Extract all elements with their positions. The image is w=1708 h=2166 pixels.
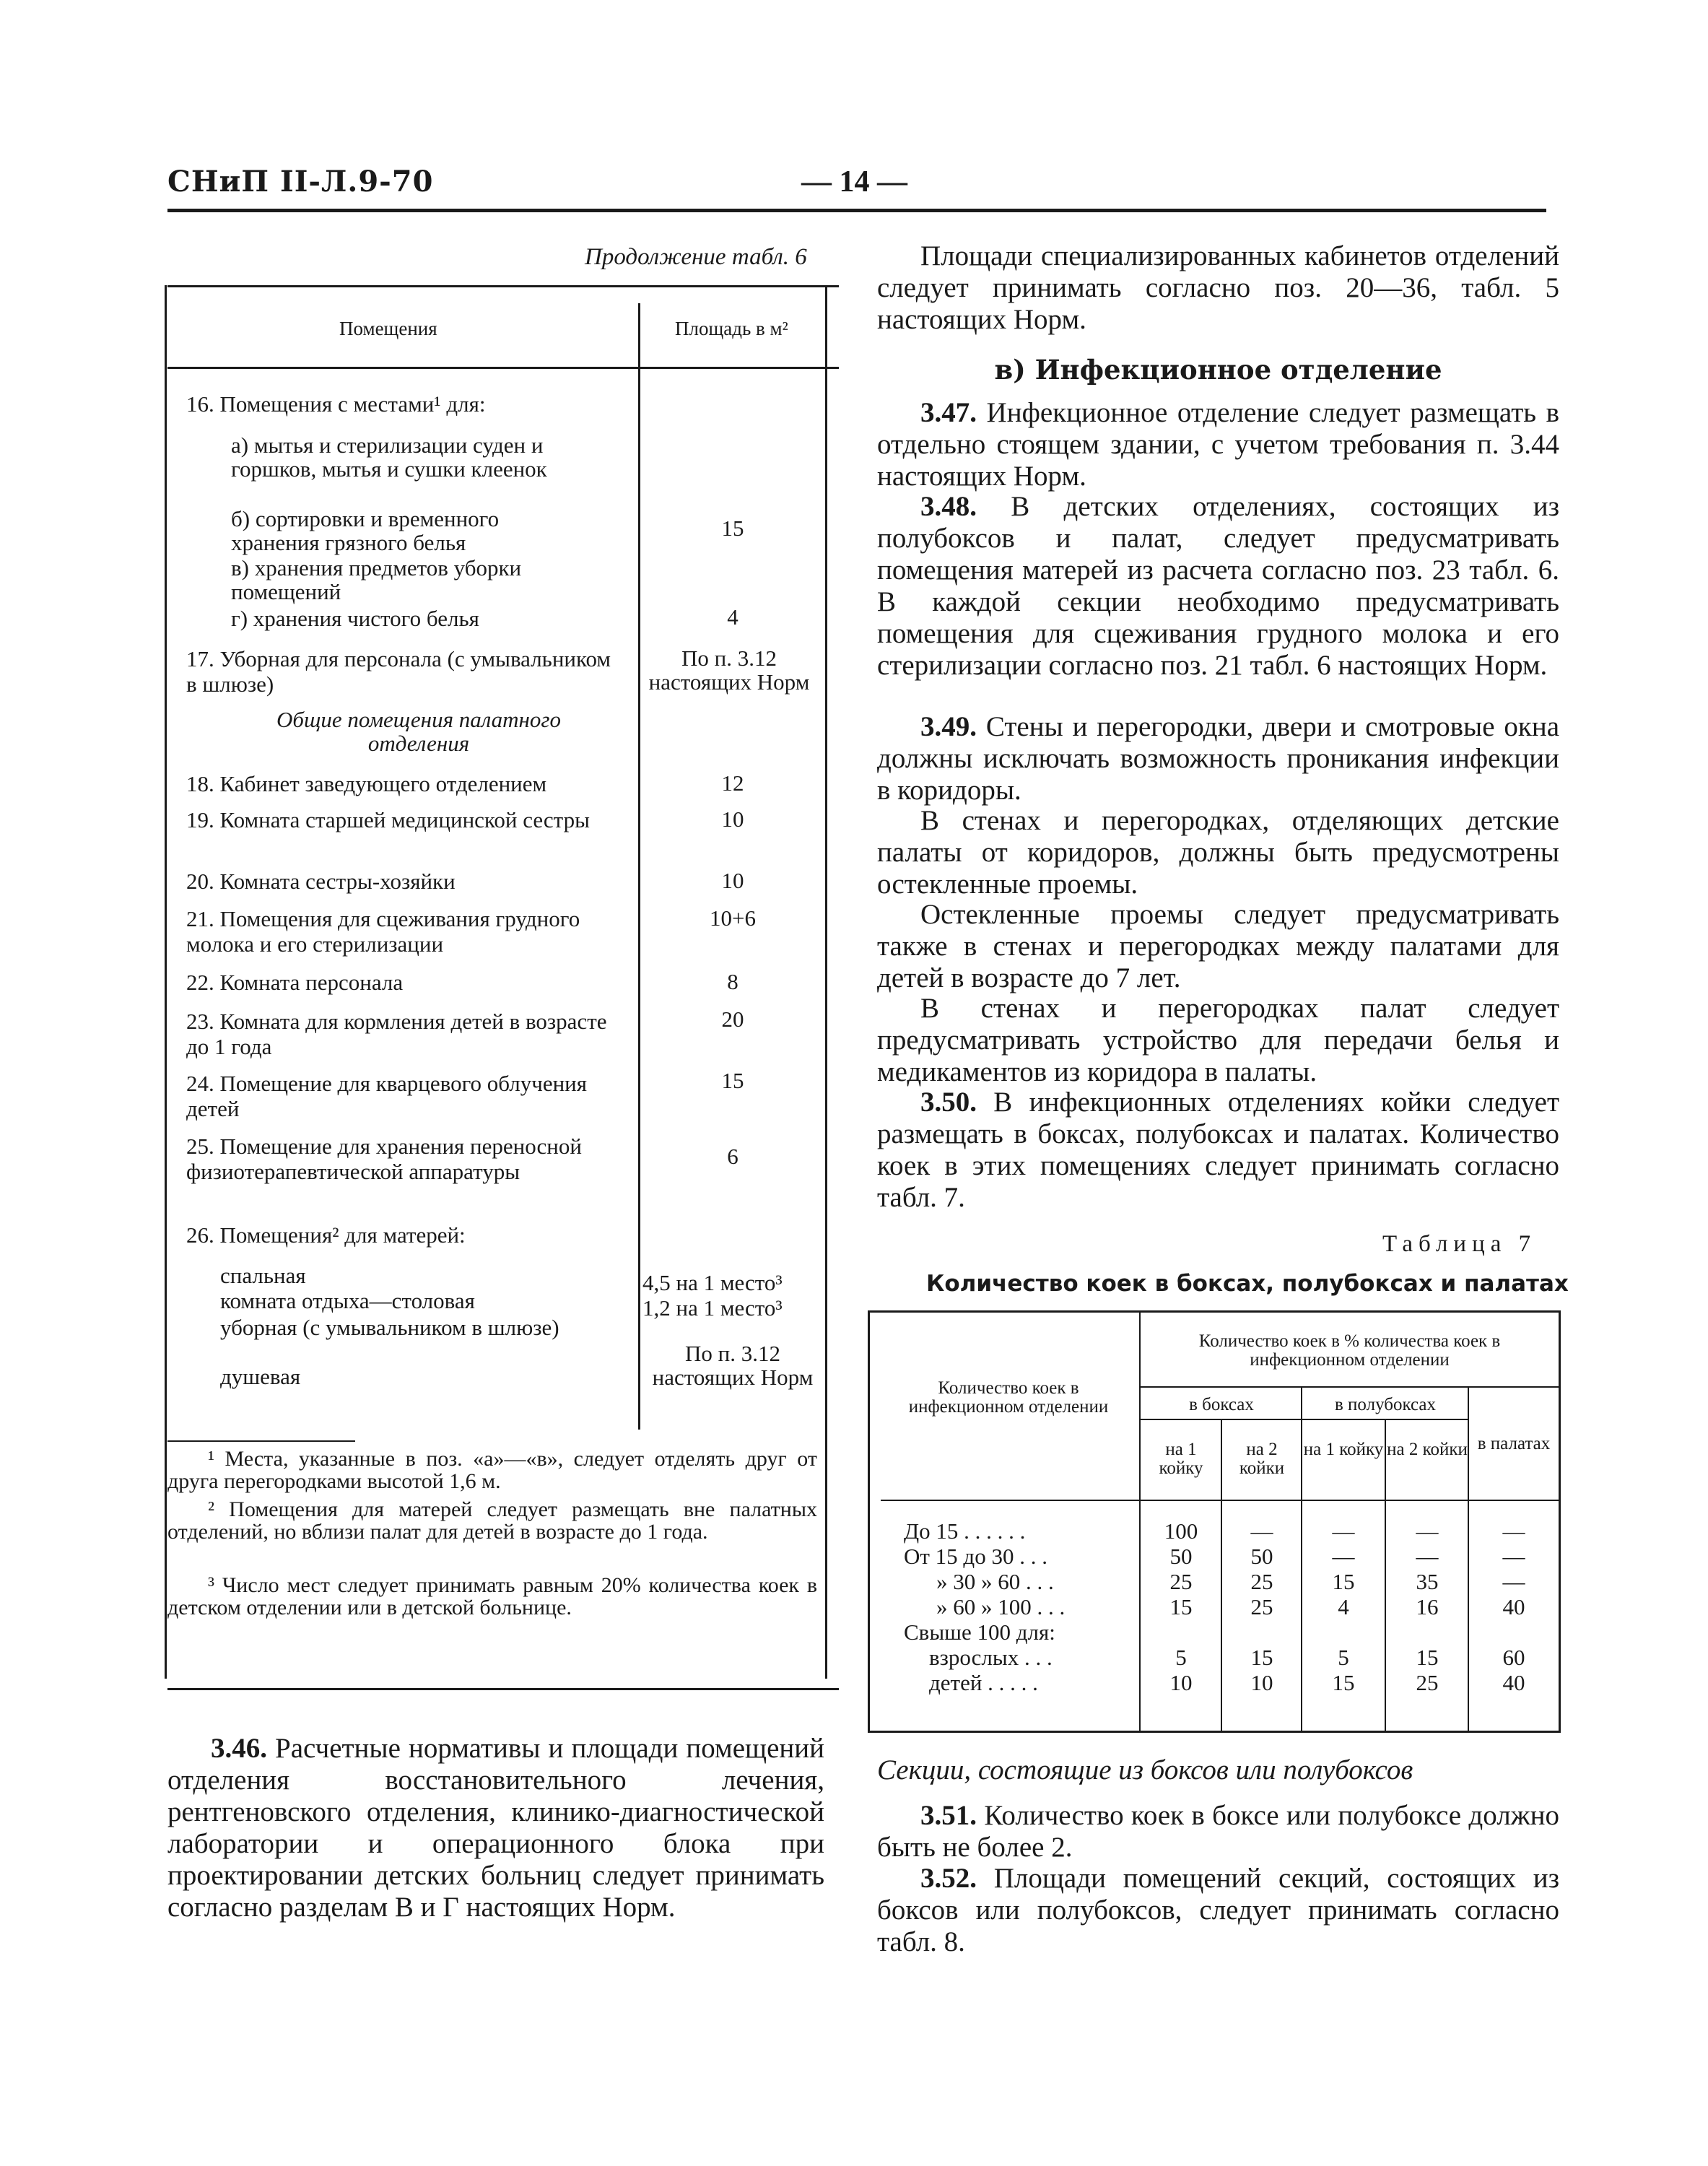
- document-code: СНиП II-Л.9-70: [167, 165, 434, 199]
- table6-row-18: 18. Кабинет заведующего отделением: [186, 771, 547, 796]
- table6-row-16d: г) хранения чистого белья: [231, 606, 479, 631]
- table7-row-label: » 30 » 60 . . .: [936, 1569, 1054, 1594]
- table7-cell: 50: [1169, 1544, 1193, 1569]
- table7-cell: —: [1332, 1544, 1355, 1569]
- table6-top-rule: [167, 285, 839, 287]
- table7-title: Количество коек в боксах, полубоксах и палатах: [926, 1271, 1569, 1297]
- table7-cell: 16: [1416, 1594, 1439, 1619]
- paragraph-3-48: [877, 491, 1559, 682]
- table6-row-19-value: 10: [721, 806, 744, 832]
- table7-cell: 25: [1416, 1670, 1439, 1695]
- table6-header-rule: [167, 367, 839, 369]
- table7-cell: 15: [1332, 1569, 1355, 1594]
- table6-row-17: 17. Уборная для персонала (с умывальником в шлюзе): [186, 646, 611, 697]
- table7-cell: 100: [1164, 1518, 1198, 1544]
- paragraph-3-52: [877, 1863, 1559, 1958]
- table7-cell: 25: [1250, 1569, 1273, 1594]
- right-intro: Площади специализированных кабинетов отделений следует принимать согласно поз. 20—36, табл. 5 настоящих Норм.: [877, 240, 1559, 335]
- table6-row-16c: в) хранения предметов уборки помещений: [231, 555, 522, 604]
- table6-header-area: Площадь в м²: [675, 318, 788, 339]
- table6-row-21: 21. Помещения для сцеживания грудного молока и его стерилизации: [186, 906, 580, 957]
- table6-row-19: 19. Комната старшей медицинской сестры: [186, 807, 590, 832]
- section-heading-infection: в) Инфекционное отделение: [994, 354, 1442, 386]
- table6-row-20: 20. Комната сестры-хозяйки: [186, 869, 456, 894]
- table6-row-16: 16. Помещения с местами¹ для:: [186, 391, 486, 417]
- table7-header-semiboxes-2bed: на 2 койки: [1387, 1440, 1468, 1459]
- table7-cell: —: [1502, 1569, 1525, 1594]
- paragraph-3-49: [877, 711, 1559, 806]
- table7-row-label: До 15 . . . . . .: [904, 1518, 1026, 1544]
- table7-cell: 25: [1250, 1594, 1273, 1619]
- table7-cell: 15: [1250, 1645, 1273, 1670]
- table7-row-label: детей . . . . .: [929, 1670, 1038, 1695]
- table7-label: Таблица 7: [1382, 1231, 1537, 1257]
- paragraph-3-51-number: 3.51.: [920, 1800, 977, 1831]
- table6-row-23-value: 20: [721, 1006, 744, 1032]
- table7-cell: 10: [1169, 1670, 1193, 1695]
- table6-right-border: [825, 285, 827, 1679]
- footnote-rule: [167, 1440, 355, 1442]
- table7-cell: 40: [1502, 1594, 1525, 1619]
- table7-cell: 60: [1502, 1645, 1525, 1670]
- footnote-3: ³ Число мест следует принимать равным 20% количества коек в детском отделении или в детской больнице.: [167, 1573, 817, 1619]
- table6-row-23: 23. Комната для кормления детей в возрасте до 1 года: [186, 1009, 607, 1059]
- table6-left-border: [165, 285, 167, 1679]
- paragraph-3-49-number: 3.49.: [920, 711, 977, 742]
- paragraph-3-49d: В стенах и перегородках палат следует предусматривать устройство для передачи белья и медикаментов из коридора в палаты.: [877, 993, 1559, 1087]
- paragraph-3-48-number: 3.48.: [920, 491, 977, 522]
- table6-row-26cd-value: По п. 3.12 настоящих Норм: [652, 1341, 814, 1390]
- table6-row-16abc-value: 15: [721, 516, 744, 541]
- paragraph-3-47-number: 3.47.: [920, 397, 977, 428]
- paragraph-3-49c: Остекленные проемы следует предусматривать также в стенах и перегородках между палатами для детей в возрасте до 7 лет.: [877, 899, 1559, 993]
- table7-cell: —: [1416, 1518, 1439, 1544]
- paragraph-3-52-number: 3.52.: [920, 1863, 977, 1894]
- table7-header-count: Количество коек в инфекционном отделении: [908, 1378, 1109, 1417]
- table6-row-18-value: 12: [721, 770, 744, 796]
- table7-cell: 4: [1338, 1594, 1349, 1619]
- table6-caption: Продолжение табл. 6: [585, 244, 807, 270]
- table6-row-26b: комната отдыха—столовая: [220, 1288, 475, 1313]
- table7-header-semiboxes: в полубоксах: [1335, 1395, 1436, 1414]
- table6-row-26d: душевая: [220, 1364, 301, 1389]
- table7-cell: 10: [1250, 1670, 1273, 1695]
- table6-row-25-value: 6: [727, 1144, 738, 1169]
- table7-cell: 5: [1338, 1645, 1349, 1670]
- paragraph-3-50: [877, 1087, 1559, 1214]
- table7-cell: 5: [1175, 1645, 1187, 1670]
- page-number: — 14 —: [801, 165, 907, 199]
- paragraph-3-52-text: Площади помещений секций, состоящих из боксов или полубоксов, следует принимать согласно табл. 8.: [877, 1863, 1559, 1957]
- paragraph-3-49-text: Стены и перегородки, двери и смотровые окна должны исключать возможность проникания инфекции в коридоры.: [877, 711, 1559, 806]
- table6-bottom-rule: [167, 1688, 839, 1690]
- table6-row-26a: спальная: [220, 1263, 306, 1288]
- table7-row-label: От 15 до 30 . . .: [904, 1544, 1047, 1569]
- table7-header-group: Количество коек в % количества коек в инфекционном отделении: [1198, 1331, 1501, 1370]
- table7-cell: 15: [1169, 1594, 1193, 1619]
- table6-row-26: 26. Помещения² для матерей:: [186, 1222, 466, 1248]
- table7-header-boxes-1bed: на 1 койку: [1159, 1440, 1203, 1478]
- table7-header-wards: в палатах: [1477, 1434, 1551, 1453]
- table7-cell: 50: [1250, 1544, 1273, 1569]
- table6-row-16a: а) мытья и стерилизации суден и горшков, мытья и сушки клеенок: [231, 432, 547, 482]
- table7-cell: 40: [1502, 1670, 1525, 1695]
- table6-row-22: 22. Комната персонала: [186, 970, 404, 995]
- table6-subheading: Общие помещения палатного отделения: [276, 707, 561, 756]
- table6-row-21-value: 10+6: [710, 905, 756, 931]
- paragraph-3-47: [877, 397, 1559, 492]
- table7-row-label: Свыше 100 для:: [904, 1619, 1055, 1645]
- header-rule: [167, 209, 1546, 212]
- paragraph-3-48-text: В детских отделениях, состоящих из полубоксов и палат, следует предусматривать помещения матерей из расчета согласно поз. 23 табл. 6. В каждой секции необходимо предусматривать помещения для сцеживания грудного молока и его стерилизации согласно поз. 21 табл. 6 настоящих Норм.: [877, 491, 1559, 681]
- table6-row-22-value: 8: [727, 969, 738, 994]
- table6-row-16b: б) сортировки и временного хранения грязного белья: [231, 506, 500, 555]
- paragraph-3-46-number: 3.46.: [211, 1733, 267, 1764]
- table7-cell: —: [1250, 1518, 1273, 1544]
- paragraph-3-46: [167, 1733, 824, 1923]
- table7: [868, 1310, 1561, 1733]
- table7-cell: —: [1332, 1518, 1355, 1544]
- table7-cell: —: [1416, 1544, 1439, 1569]
- paragraph-3-50-number: 3.50.: [920, 1087, 977, 1118]
- table6-row-20-value: 10: [721, 868, 744, 893]
- table7-cell: 15: [1332, 1670, 1355, 1695]
- paragraph-3-50-text: В инфекционных отделениях койки следует размещать в боксах, полубоксах и палатах. Количество коек в этих помещениях следует принимать согласно табл. 7.: [877, 1087, 1559, 1213]
- table6-row-16d-value: 4: [727, 604, 738, 630]
- table7-cell: —: [1502, 1518, 1525, 1544]
- table6-column-divider: [638, 303, 640, 1430]
- table7-cell: 35: [1416, 1569, 1439, 1594]
- table6-row-26a-value: 4,5 на 1 место³: [642, 1270, 783, 1295]
- table6-row-24-value: 15: [721, 1068, 744, 1093]
- table6-header-rooms: Помещения: [339, 318, 437, 339]
- table6-row-25: 25. Помещение для хранения переносной физиотерапевтической аппаратуры: [186, 1134, 582, 1184]
- footnote-1: ¹ Места, указанные в поз. «а»—«в», следует отделять друг от друга перегородками высотой 1,6 м.: [167, 1447, 817, 1493]
- table7-cell: 25: [1169, 1569, 1193, 1594]
- paragraph-3-46-text: Расчетные нормативы и площади помещений отделения восстановительного лечения, рентгеновского отделения, клинико-диагностической лаборатории и операционного блока при проектировании детских больниц следует принимать согласно разделам В и Г настоящих Норм.: [167, 1733, 824, 1923]
- paragraph-3-51-text: Количество коек в боксе или полубоксе должно быть не более 2.: [877, 1800, 1559, 1863]
- table7-cell: 15: [1416, 1645, 1439, 1670]
- table7-row-label: взрослых . . .: [929, 1645, 1053, 1670]
- table6-row-24: 24. Помещение для кварцевого облучения детей: [186, 1071, 588, 1121]
- table7-header-boxes-2bed: на 2 койки: [1239, 1440, 1285, 1478]
- table7-header-boxes: в боксах: [1189, 1395, 1254, 1414]
- paragraph-3-51: [877, 1800, 1559, 1863]
- paragraph-3-47-text: Инфекционное отделение следует размещать в отдельно стоящем здании, с учетом требования п. 3.44 настоящих Норм.: [877, 397, 1559, 492]
- paragraph-3-49b: В стенах и перегородках, отделяющих детские палаты от коридоров, должны быть предусмотрены остекленные проемы.: [877, 805, 1559, 900]
- subsection-heading: Секции, состоящие из боксов или полубоксов: [877, 1754, 1413, 1786]
- table6-row-26c: уборная (с умывальником в шлюзе): [220, 1315, 559, 1340]
- table7-header-semiboxes-1bed: на 1 койку: [1303, 1440, 1384, 1459]
- footnote-2: ² Помещения для матерей следует размещать вне палатных отделений, но вблизи палат для детей в возрасте до 1 года.: [167, 1497, 817, 1544]
- table6-row-17-value: По п. 3.12 настоящих Норм: [648, 645, 810, 695]
- table6-row-26b-value: 1,2 на 1 место³: [642, 1295, 783, 1321]
- table7-row-label: » 60 » 100 . . .: [936, 1594, 1066, 1619]
- table7-cell: —: [1502, 1544, 1525, 1569]
